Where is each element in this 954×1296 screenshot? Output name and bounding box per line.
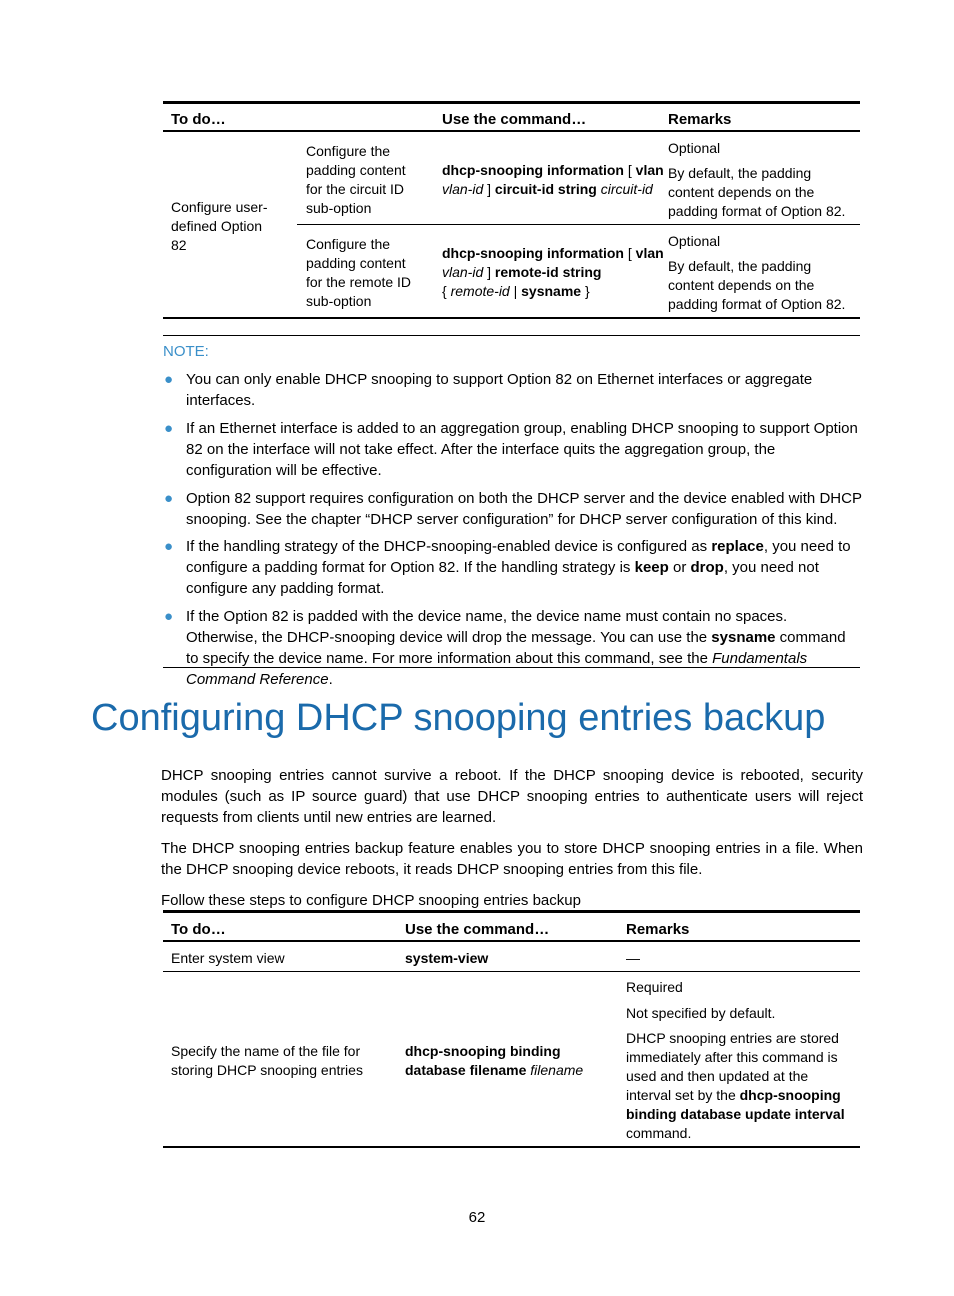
row-rule — [297, 224, 860, 225]
page-number: 62 — [468, 1209, 486, 1226]
header-rule — [163, 940, 860, 942]
bullet-icon: ● — [164, 538, 174, 555]
note-item: ● You can only enable DHCP snooping to support Option 82 on Ethernet interfaces or aggregate interfaces. — [164, 371, 813, 409]
sub-option-circuit: Configure the padding content for the circuit ID sub-option — [306, 143, 406, 216]
sub-option-remote: Configure the padding content for the remote ID sub-option — [306, 236, 412, 309]
note-item: ● If the handling strategy of the DHCP-snooping-enabled device is configured as replace, you need to configure a padding format for Option 82. If the handling strategy is keep or drop, you need not configure any padding format. — [164, 538, 851, 597]
section-title: Configuring DHCP snooping entries backup — [91, 697, 826, 739]
note-item: ● If the Option 82 is padded with the device name, the device name must contain no spaces. Otherwise, the DHCP-snooping device will drop the message. You can use the sysname command to specify the device name. For more information about this command, see the Fundamentals Command Reference. — [164, 608, 846, 688]
note-item: ● If an Ethernet interface is added to an aggregation group, enabling DHCP snooping to support Option 82 on the interface will not take effect. After the interface quits the aggregation group, the configuration will be effective. — [164, 420, 858, 479]
table-bottom-rule — [163, 1146, 860, 1148]
header-rule — [163, 130, 860, 132]
bullet-icon: ● — [164, 608, 174, 625]
step-command: system-view — [405, 950, 489, 966]
header-remarks: Remarks — [668, 111, 732, 128]
paragraph: DHCP snooping entries cannot survive a reboot. If the DHCP snooping device is rebooted, security modules (such as IP source guard) that use DHCP snooping entries to authenticate users will reject requests from clients until new entries are learned. — [161, 767, 863, 826]
header-todo: To do… — [171, 921, 226, 938]
command-circuit: dhcp-snooping information [ vlan vlan-id ] circuit-id string circuit-id — [442, 162, 664, 197]
paragraph: The DHCP snooping entries backup feature enables you to store DHCP snooping entries in a file. When the DHCP snooping device reboots, it reads DHCP snooping entries from this file. — [161, 840, 863, 878]
step-command: dhcp-snooping binding database filename filename — [405, 1043, 584, 1078]
note-label: NOTE: — [163, 343, 209, 360]
remark-optional: Optional — [668, 140, 721, 156]
table-top-rule — [163, 910, 860, 913]
remark-default: Not specified by default. — [626, 1005, 776, 1021]
step-remark: — — [626, 950, 640, 966]
remark-default: By default, the padding content depends on the padding format of Option 82. — [668, 165, 846, 219]
header-command: Use the command… — [442, 111, 587, 128]
remark-default: By default, the padding content depends on the padding format of Option 82. — [668, 258, 846, 312]
row-rule — [163, 971, 860, 972]
remark-required: Required — [626, 979, 683, 995]
steps-caption: Follow these steps to configure DHCP snooping entries backup — [161, 892, 581, 909]
bullet-icon: ● — [164, 371, 174, 388]
header-remarks: Remarks — [626, 921, 690, 938]
step-todo: Specify the name of the file for storing DHCP snooping entries — [171, 1043, 363, 1078]
bullet-icon: ● — [164, 490, 174, 507]
table-top-rule — [163, 101, 860, 104]
table-bottom-rule — [163, 317, 860, 319]
group-label: Configure user-defined Option 82 — [171, 199, 268, 253]
note-bottom-rule — [163, 667, 860, 668]
remark-optional: Optional — [668, 233, 721, 249]
note-top-rule — [163, 335, 860, 336]
bullet-icon: ● — [164, 420, 174, 437]
header-command: Use the command… — [405, 921, 550, 938]
header-todo: To do… — [171, 111, 226, 128]
remark-detail: DHCP snooping entries are stored immediately after this command is used and then updated at the interval set by the dhcp-snooping binding database update interval command. — [626, 1030, 845, 1141]
step-todo: Enter system view — [171, 950, 285, 966]
command-remote: dhcp-snooping information [ vlan vlan-id ] remote-id string { remote-id | sysname } — [442, 245, 664, 299]
note-item: ● Option 82 support requires configuration on both the DHCP server and the device enabled with DHCP snooping. See the chapter “DHCP server configuration” for DHCP server configuration of this kind. — [164, 490, 862, 528]
